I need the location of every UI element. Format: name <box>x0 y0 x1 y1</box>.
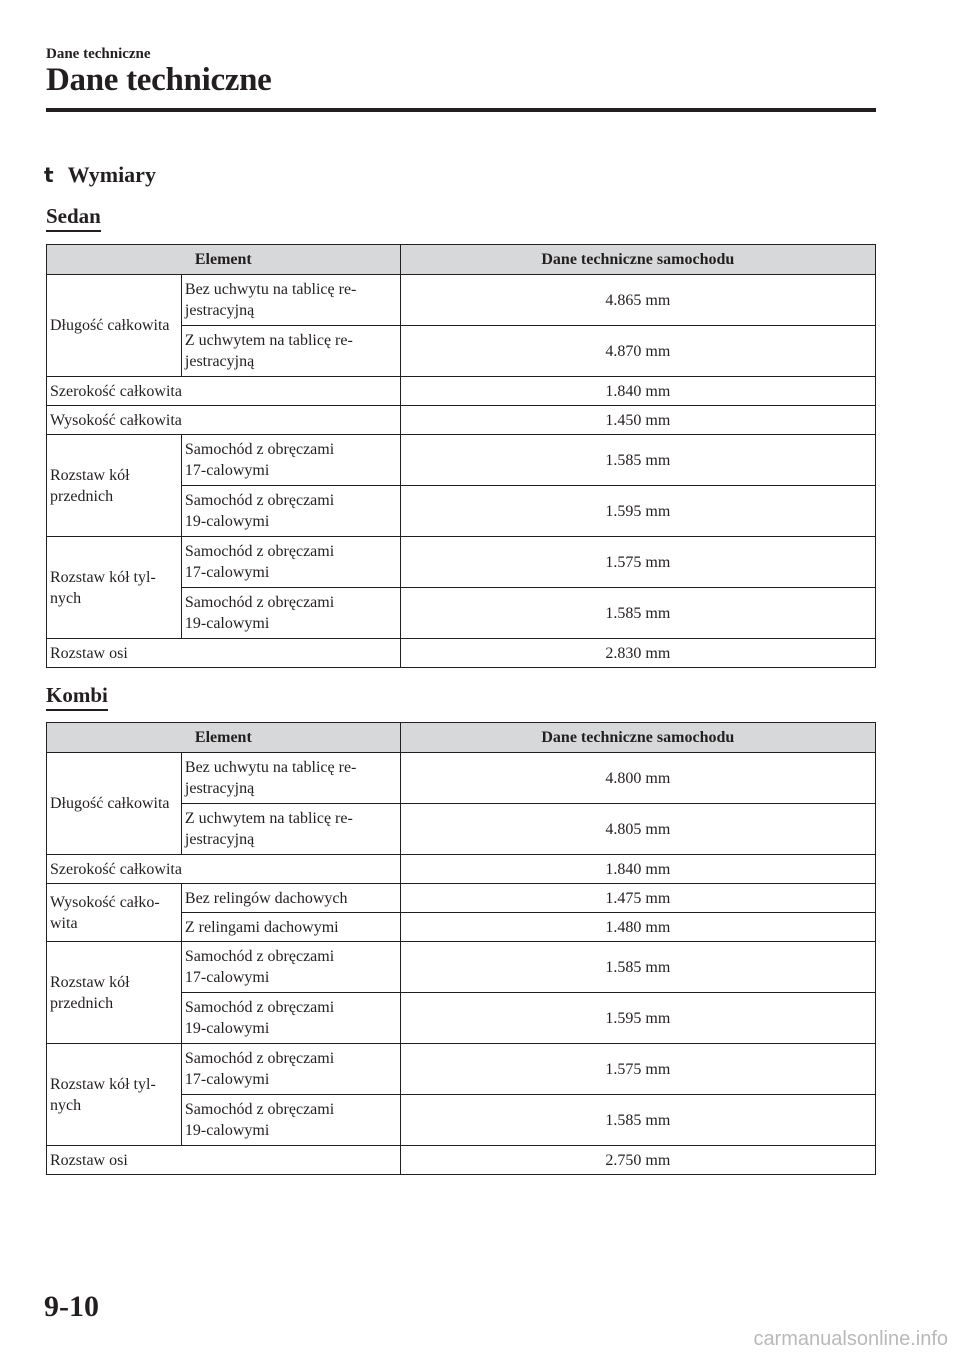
column-header-element: Element <box>47 245 401 275</box>
row-value: 2.830 mm <box>400 639 875 668</box>
table-row <box>47 855 876 884</box>
row-value: 1.585 mm <box>400 942 875 993</box>
table-header-row <box>47 245 876 275</box>
row-sublabel: Bez uchwytu na tablicę re- jestracyjną <box>181 753 400 804</box>
row-label: Rozstaw kół przednich <box>47 942 182 1044</box>
title-divider <box>46 108 876 112</box>
section-heading <box>44 162 156 188</box>
row-value: 1.840 mm <box>400 377 875 406</box>
row-label: Szerokość całkowita <box>47 377 401 406</box>
table-row <box>47 435 876 486</box>
row-value: 2.750 mm <box>400 1146 875 1175</box>
row-label: Wysokość całko- wita <box>47 884 182 942</box>
kombi-spec-table <box>46 722 876 1175</box>
row-label: Rozstaw kół tyl- nych <box>47 537 182 639</box>
table-row <box>47 537 876 588</box>
row-value: 4.800 mm <box>400 753 875 804</box>
row-sublabel: Samochód z obręczami 19-calowymi <box>181 993 400 1044</box>
row-value: 1.475 mm <box>400 884 875 913</box>
row-value: 1.840 mm <box>400 855 875 884</box>
section-title: Wymiary <box>67 162 156 187</box>
row-sublabel: Samochód z obręczami 19-calowymi <box>181 486 400 537</box>
section-marker-icon: t <box>44 163 54 187</box>
row-sublabel: Samochód z obręczami 19-calowymi <box>181 588 400 639</box>
row-sublabel: Bez uchwytu na tablicę re- jestracyjną <box>181 275 400 326</box>
table-row <box>47 275 876 326</box>
row-label: Rozstaw osi <box>47 1146 401 1175</box>
table-row <box>47 1146 876 1175</box>
table-row <box>47 753 876 804</box>
row-sublabel: Samochód z obręczami 17-calowymi <box>181 1044 400 1095</box>
row-sublabel: Bez relingów dachowych <box>181 884 400 913</box>
row-label: Długość całkowita <box>47 275 182 377</box>
row-sublabel: Samochód z obręczami 17-calowymi <box>181 435 400 486</box>
row-value: 4.870 mm <box>400 326 875 377</box>
column-header-spec: Dane techniczne samochodu <box>400 723 875 753</box>
row-value: 1.585 mm <box>400 1095 875 1146</box>
row-value: 1.585 mm <box>400 588 875 639</box>
row-label: Rozstaw kół tyl- nych <box>47 1044 182 1146</box>
table-row <box>47 942 876 993</box>
subsection-sedan-title: Sedan <box>46 205 101 232</box>
table-row <box>47 639 876 668</box>
row-value: 1.595 mm <box>400 993 875 1044</box>
watermark: carmanualsonline.info <box>753 1328 948 1350</box>
row-sublabel: Samochód z obręczami 17-calowymi <box>181 942 400 993</box>
subsection-kombi-title: Kombi <box>46 684 108 711</box>
row-sublabel: Samochód z obręczami 19-calowymi <box>181 1095 400 1146</box>
page-number: 9-10 <box>44 1290 99 1323</box>
row-value: 1.575 mm <box>400 1044 875 1095</box>
row-label: Rozstaw kół przednich <box>47 435 182 537</box>
page-title: Dane techniczne <box>46 62 272 98</box>
table-row <box>47 1044 876 1095</box>
column-header-element: Element <box>47 723 401 753</box>
table-row <box>47 406 876 435</box>
row-sublabel: Z uchwytem na tablicę re- jestracyjną <box>181 326 400 377</box>
sedan-spec-table <box>46 244 876 668</box>
row-value: 1.585 mm <box>400 435 875 486</box>
row-value: 4.805 mm <box>400 804 875 855</box>
table-header-row <box>47 723 876 753</box>
row-sublabel: Z uchwytem na tablicę re- jestracyjną <box>181 804 400 855</box>
row-label: Szerokość całkowita <box>47 855 401 884</box>
column-header-spec: Dane techniczne samochodu <box>400 245 875 275</box>
row-value: 1.575 mm <box>400 537 875 588</box>
row-value: 1.595 mm <box>400 486 875 537</box>
row-value: 1.450 mm <box>400 406 875 435</box>
running-header: Dane techniczne <box>46 46 151 62</box>
row-sublabel: Z relingami dachowymi <box>181 913 400 942</box>
table-row <box>47 377 876 406</box>
table-row <box>47 884 876 913</box>
row-label: Długość całkowita <box>47 753 182 855</box>
row-label: Wysokość całkowita <box>47 406 401 435</box>
row-value: 4.865 mm <box>400 275 875 326</box>
row-label: Rozstaw osi <box>47 639 401 668</box>
row-value: 1.480 mm <box>400 913 875 942</box>
row-sublabel: Samochód z obręczami 17-calowymi <box>181 537 400 588</box>
